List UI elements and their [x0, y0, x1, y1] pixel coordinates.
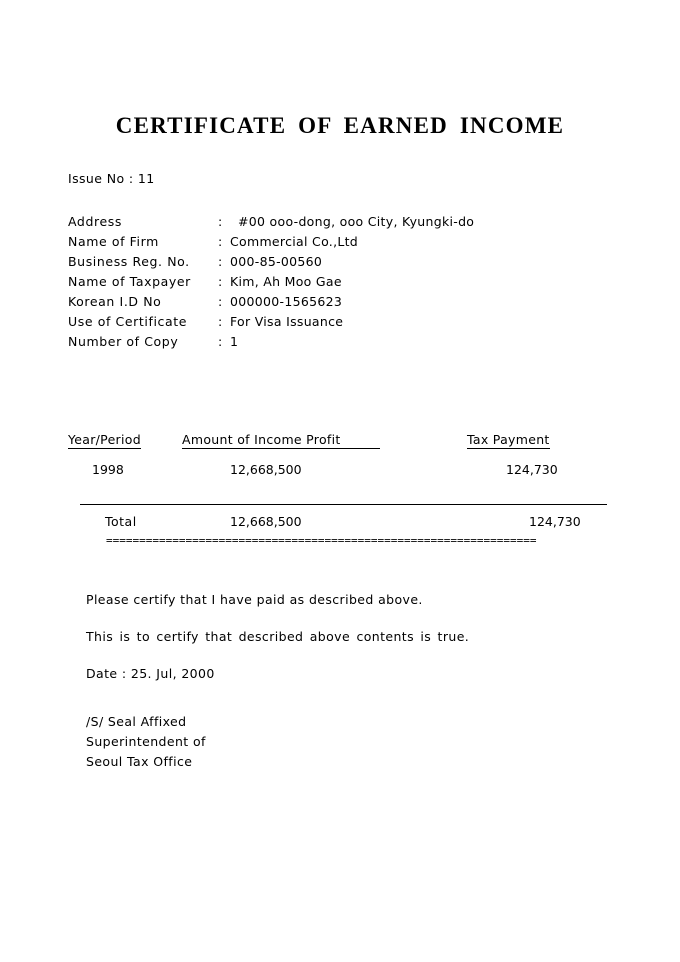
table-row: [0, 462, 680, 484]
info-separator: :: [218, 334, 223, 349]
info-value-korean-id-no: 000000-1565623: [230, 294, 343, 309]
cell-amount: 12,668,500: [230, 462, 302, 477]
info-row: [68, 312, 588, 332]
cell-tax: 124,730: [506, 462, 558, 477]
info-separator: :: [218, 254, 223, 269]
info-value-firm-name: Commercial Co.,Ltd: [230, 234, 359, 249]
info-label-firm-name: Name of Firm: [68, 234, 159, 249]
cell-year: 1998: [92, 462, 124, 477]
statement-line-1: Please certify that I have paid as described above.: [86, 592, 423, 607]
info-label-number-of-copy: Number of Copy: [68, 334, 179, 349]
info-label-korean-id-no: Korean I.D No: [68, 294, 162, 309]
info-value-taxpayer-name: Kim, Ah Moo Gae: [230, 274, 342, 289]
statement-line-2: This is to certify that described above contents is true.: [86, 629, 470, 644]
info-separator: :: [218, 214, 223, 229]
statement-date: Date : 25. Jul, 2000: [86, 666, 215, 681]
page-title: CERTIFICATE OF EARNED INCOME: [115, 113, 565, 138]
total-tax: 124,730: [529, 514, 581, 529]
info-separator: :: [218, 274, 223, 289]
signature-block: [86, 712, 206, 772]
info-label-address: Address: [68, 214, 122, 229]
taxpayer-info-block: [68, 212, 588, 352]
table-header-row: [0, 432, 680, 454]
signature-title: Superintendent of: [86, 734, 206, 749]
info-separator: :: [218, 234, 223, 249]
info-row: [68, 212, 588, 232]
income-table: [0, 432, 680, 484]
table-divider: [80, 504, 607, 505]
info-row: [68, 292, 588, 312]
info-label-business-reg-no: Business Reg. No.: [68, 254, 190, 269]
signature-seal: /S/ Seal Affixed: [86, 714, 187, 729]
info-separator: :: [218, 314, 223, 329]
info-value-use-of-certificate: For Visa Issuance: [230, 314, 344, 329]
info-row: [68, 232, 588, 252]
table-total-row: [0, 514, 680, 534]
info-row: [68, 332, 588, 352]
info-value-business-reg-no: 000-85-00560: [230, 254, 323, 269]
info-value-number-of-copy: 1: [230, 334, 239, 349]
column-header-amount: Amount of Income Profit: [182, 432, 380, 449]
signature-office: Seoul Tax Office: [86, 754, 193, 769]
info-row: [68, 272, 588, 292]
info-label-use-of-certificate: Use of Certificate: [68, 314, 188, 329]
info-value-address: #00 ooo-dong, ooo City, Kyungki-do: [238, 214, 475, 229]
statements-block: [86, 592, 646, 711]
column-header-tax-payment: Tax Payment: [467, 432, 550, 447]
issue-number: Issue No : 11: [68, 171, 155, 186]
column-header-year-period: Year/Period: [68, 432, 141, 447]
table-double-divider: =================================================================: [106, 534, 537, 547]
info-row: [68, 252, 588, 272]
info-separator: :: [218, 294, 223, 309]
total-amount: 12,668,500: [230, 514, 302, 529]
info-label-taxpayer-name: Name of Taxpayer: [68, 274, 191, 289]
total-label: Total: [105, 514, 137, 529]
